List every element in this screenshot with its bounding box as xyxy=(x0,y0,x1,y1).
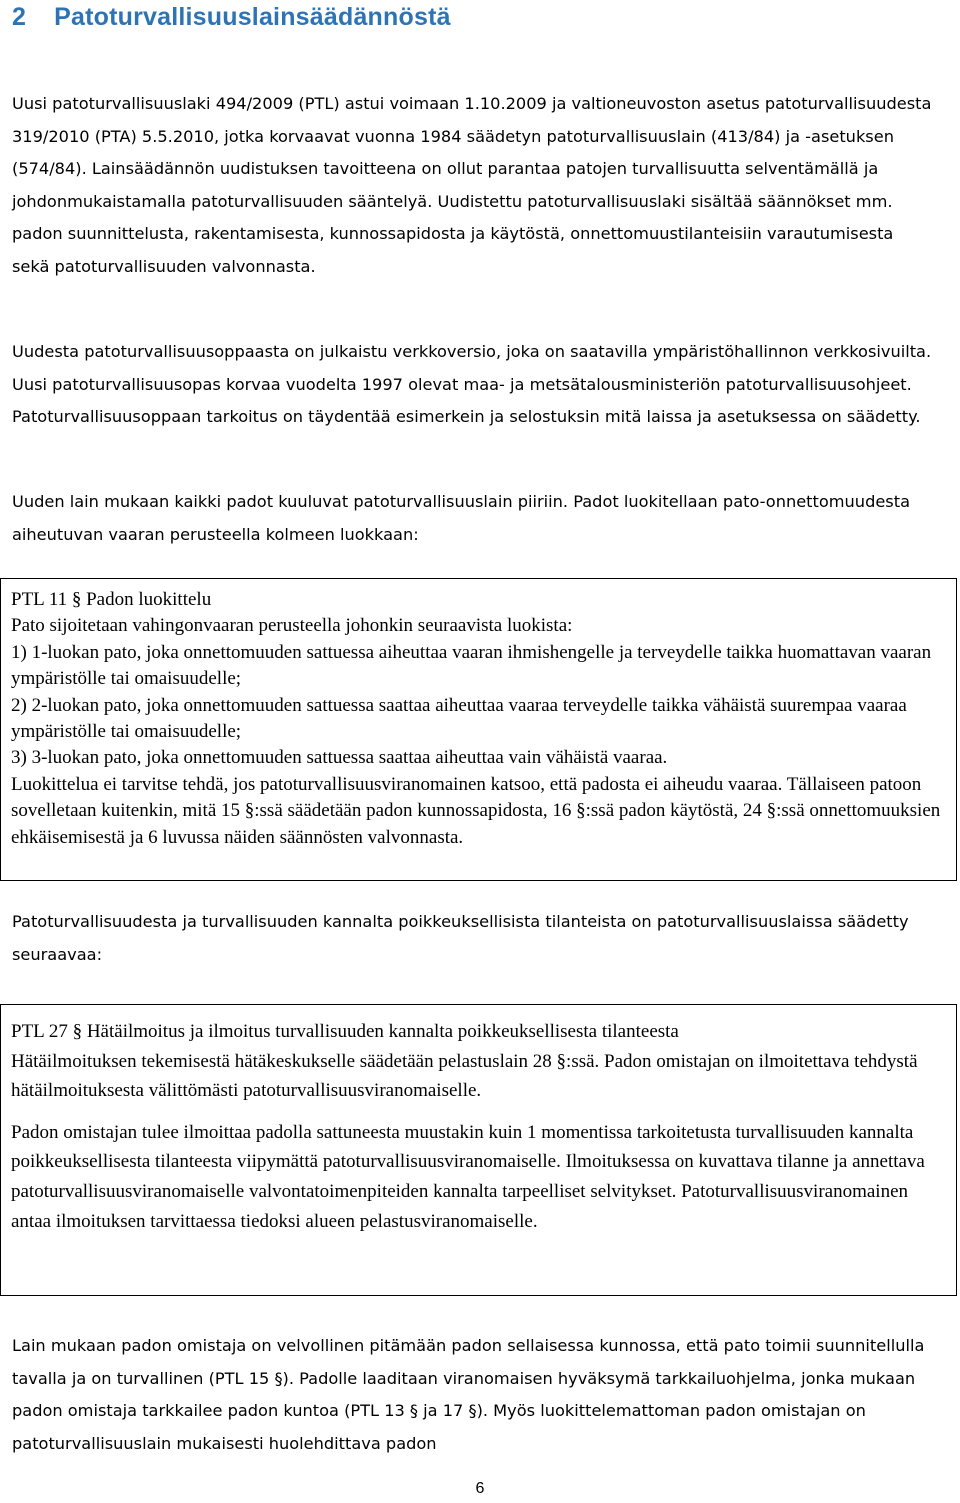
quote-text: Pato sijoitetaan vahingonvaaran perusteella johonkin seuraavista luokista: xyxy=(11,615,573,637)
guide-paragraph: Uudesta patoturvallisuusoppaasta on julkaistu verkkoversio, joka on saatavilla ympäristöhallinnon verkkosivuilta. Uusi patoturvallisuusopas korvaa vuodelta 1997 olevat maa- ja metsätalousministeriön patoturvallisuusohjeet. Patoturvallisuusoppaan tarkoitus on täydentää esimerkein ja selostuksin mitä laissa ja asetuksessa on säädetty. xyxy=(12,342,932,426)
intro-paragraph: Uusi patoturvallisuuslaki 494/2009 (PTL) astui voimaan 1.10.2009 ja valtioneuvoston asetus patoturvallisuudesta 319/2010 (PTA) 5.5.2010, jotka korvaavat vuonna 1984 säädetyn patoturvallisuuslain (413/84) ja -asetuksen (574/84). Lainsäädännön uudistuksen tavoitteena on ollut parantaa patojen turvallisuutta selventämällä ja johdonmukaistamalla patoturvallisuuden sääntelyä. Uudistettu patoturvallisuuslaki sisältää säännökset mm. padon suunnittelusta, rakentamisesta, kunnossapidosta ja käytöstä, onnettomuustilanteisiin varautumisesta sekä patoturvallisuuden valvonnasta. xyxy=(12,94,932,276)
page-number: 6 xyxy=(475,1480,485,1497)
quote-text-2: Padon omistajan tulee ilmoittaa padolla sattuneesta muustakin kuin 1 momentissa tarkoitetusta turvallisuuden kannalta poikkeuksellisesta tilanteesta viipymättä patoturvallisuusviranomaiselle. Ilmoituksessa on kuvattava tilanne ja annettava patoturvallisuusviranomaiselle valvontatoimenpiteiden kannalta tarpeelliset selvitykset. Patoturvallisuusviranomainen antaa ilmoituksen tarvittaessa tiedoksi alueen pelastusviranomaiselle. xyxy=(11,1121,925,1232)
quote-text: Hätäilmoituksen tekemisestä hätäkeskukselle säädetään pelastuslain 28 §:ssä. Padon omistajan on ilmoitettava tehdystä hätäilmoituksesta välittömästi patoturvallisuusviranomaiselle. xyxy=(11,1050,918,1102)
law-quote-box-ptl27 xyxy=(0,1004,957,1296)
quote-text-2: Luokittelua ei tarvitse tehdä, jos patoturvallisuusviranomainen katsoo, että padosta ei aiheudu vaaraa. Tällaiseen patoon sovelletaan kuitenkin, mitä 15 §:ssä säädetään padon kunnossapidosta, 16 §:ssä padon käytöstä, 24 §:ssä onnettomuuksien ehkäisemisestä ja 6 luvussa näiden säännösten valvonnasta. xyxy=(11,773,941,848)
exceptional-situations-paragraph: Patoturvallisuudesta ja turvallisuuden kannalta poikkeuksellisista tilanteista on patoturvallisuuslaissa säädetty seuraavaa: xyxy=(12,912,909,964)
owner-duties-paragraph: Lain mukaan padon omistaja on velvollinen pitämään padon sellaisessa kunnossa, että pato toimii suunnitellulla tavalla ja on turvallinen (PTL 15 §). Padolle laaditaan viranomaisen hyväksymä tarkkailuohjelma, jonka mukaan padon omistaja tarkkailee padon kuntoa (PTL 13 § ja 17 §). Myös luokittelemattoman padon omistajan on patoturvallisuuslain mukaisesti huolehdittava padon xyxy=(12,1336,925,1453)
section-number: 2 xyxy=(12,3,27,31)
section-title: Patoturvallisuuslainsäädännöstä xyxy=(54,3,451,31)
quote-item-3: 3) 3-luokan pato, joka onnettomuuden sattuessa saattaa aiheuttaa vain vähäistä vaaraa. xyxy=(11,747,668,769)
quote-title: PTL 11 § Padon luokittelu xyxy=(11,589,212,610)
quote-title: PTL 27 § Hätäilmoitus ja ilmoitus turvallisuuden kannalta poikkeuksellisesta tilanteesta xyxy=(11,1021,679,1042)
section-heading xyxy=(12,0,451,34)
classification-paragraph: Uuden lain mukaan kaikki padot kuuluvat patoturvallisuuslain piiriin. Padot luokitellaan pato-onnettomuudesta aiheutuvan vaaran perusteella kolmeen luokkaan: xyxy=(12,492,911,544)
quote-item-2: 2) 2-luokan pato, joka onnettomuuden sattuessa saattaa aiheuttaa vaaraa terveydelle taikka vähäistä suurempaa vaaraa ympäristölle tai omaisuudelle; xyxy=(11,694,907,743)
quote-item-1: 1) 1-luokan pato, joka onnettomuuden sattuessa aiheuttaa vaaran ihmishengelle ja terveydelle taikka huomattavan vaaran ympäristölle tai omaisuudelle; xyxy=(11,641,932,690)
law-quote-box-ptl11 xyxy=(0,578,957,881)
